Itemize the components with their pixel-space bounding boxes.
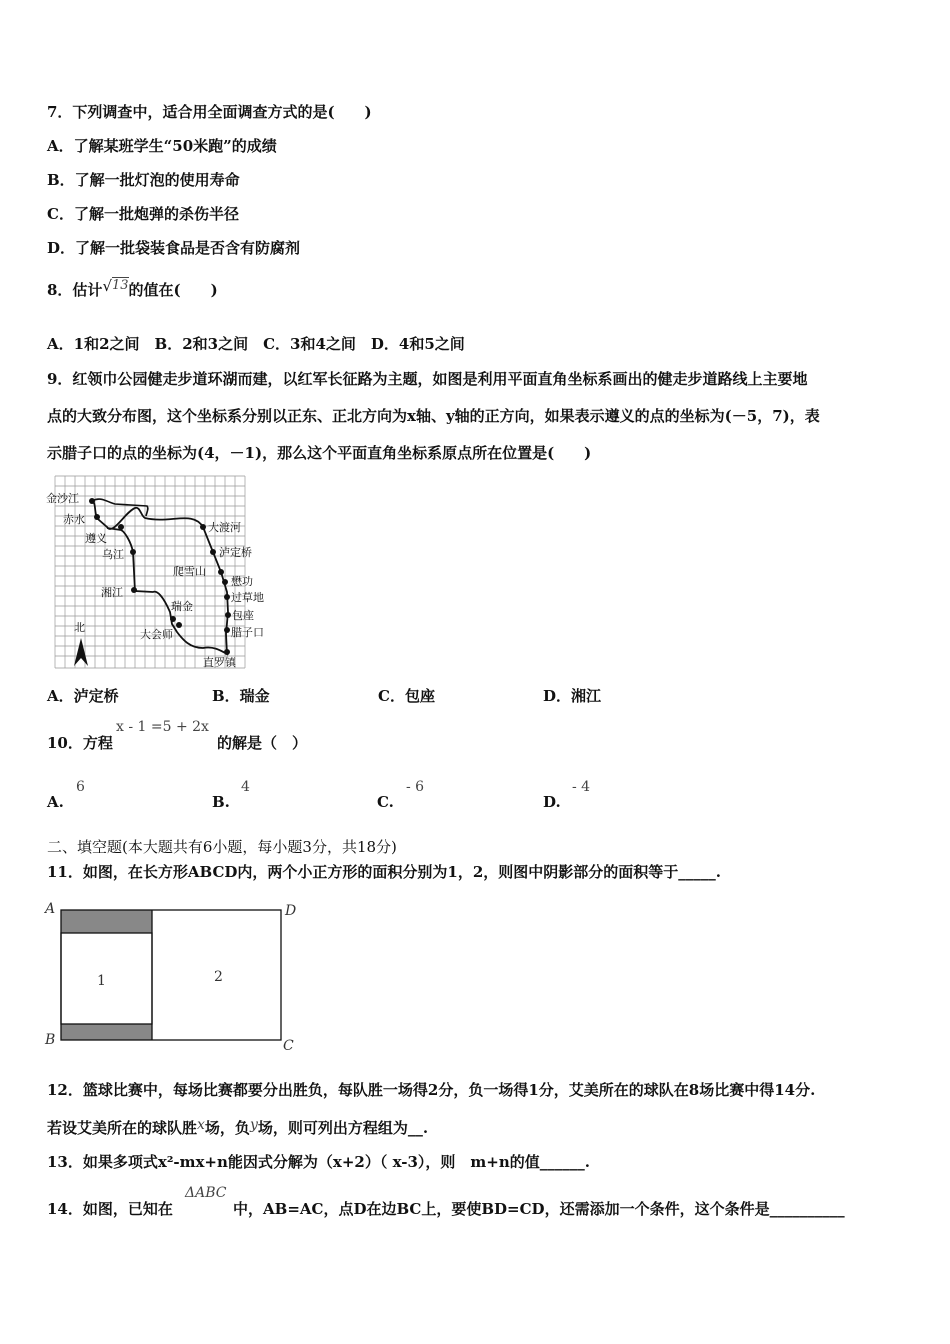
- label-north: 北: [74, 621, 85, 634]
- long-march-map: [45, 472, 277, 672]
- label-zhiluozhen: 直罗镇: [203, 656, 236, 669]
- q10-value-d: - 4: [572, 779, 591, 795]
- q7-option-c: C．了解一批炮弹的杀伤半径: [47, 205, 239, 223]
- q10-suffix: 的解是（ ）: [217, 734, 308, 752]
- q14-prefix: 14．如图，已知在: [47, 1200, 173, 1218]
- q7-option-a: A．了解某班学生“50米跑”的成绩: [47, 137, 277, 155]
- q10-value-a: 6: [76, 779, 85, 795]
- square-1: [61, 933, 152, 1024]
- q10-value-c: - 6: [406, 779, 425, 795]
- area-label-1: 1: [97, 973, 106, 989]
- q10-prefix: 10．方程: [47, 734, 113, 752]
- label-lazikou: 腊子口: [231, 626, 264, 639]
- q10-label-a: A.: [47, 793, 64, 811]
- q10-value-b: 4: [241, 779, 250, 795]
- q8-prefix: 8．估计: [47, 281, 103, 299]
- q12-var-y: y: [249, 1117, 258, 1133]
- label-wujiang: 乌江: [102, 548, 124, 561]
- q7-stem: 7．下列调查中，适合用全面调查方式的是( ): [47, 103, 372, 121]
- section-2-heading: 二、填空题(本大题共有6小题，每小题3分，共18分): [47, 838, 397, 856]
- q9-option-d: D．湘江: [543, 687, 602, 705]
- label-guocaodi: 过草地: [231, 591, 264, 604]
- corner-b: B: [45, 1032, 56, 1048]
- corner-c: C: [283, 1038, 294, 1054]
- q8-stem: [47, 277, 218, 302]
- q12-text-a: 若设艾美所在的球队胜: [47, 1119, 198, 1137]
- q9-option-a: A．泸定桥: [47, 687, 119, 705]
- label-ruijin: 瑞金: [171, 600, 193, 613]
- q12-line-1: 12．篮球比赛中，每场比赛都要分出胜负，每队胜一场得2分，负一场得1分，艾美所在的球队在8场比赛中得14分.: [47, 1081, 816, 1099]
- q8-suffix: 的值在( ): [128, 281, 218, 299]
- q12-text-b: 场，负: [204, 1119, 250, 1137]
- label-zunyi: 遵义: [85, 532, 107, 545]
- q12-line-2: [47, 1118, 428, 1139]
- q9-option-c: C．包座: [378, 687, 435, 705]
- q11-stem: 11．如图，在长方形ABCD内，两个小正方形的面积分别为1，2，则图中阴影部分的面积等于_____.: [47, 863, 722, 881]
- label-ludingqiao: 泸定桥: [219, 546, 252, 559]
- q10-label-b: B.: [212, 793, 230, 811]
- q12-text-c: 场，则可列出方程组为__.: [257, 1119, 429, 1137]
- q7-option-d: D．了解一批袋装食品是否含有防腐剂: [47, 239, 301, 257]
- q14-triangle: ΔABC: [185, 1185, 227, 1201]
- shaded-bottom: [61, 1024, 152, 1040]
- sqrt-expression: √13: [102, 277, 129, 295]
- q9-line-3: 示腊子口的点的坐标为(4，－1)，那么这个平面直角坐标系原点所在位置是( ): [47, 444, 592, 462]
- q14-suffix: 中，AB=AC，点D在边BC上，要使BD=CD，还需添加一个条件，这个条件是__________: [233, 1200, 845, 1218]
- q7-option-b: B．了解一批灯泡的使用寿命: [47, 171, 240, 189]
- corner-d: D: [285, 903, 297, 919]
- label-maogong: 懋功: [231, 575, 253, 588]
- q9-line-1: 9．红领巾公园健走步道环湖而建，以红军长征路为主题，如图是利用平面直角坐标系画出的健走步道路线上主要地: [47, 370, 808, 388]
- q9-line-2: 点的大致分布图，这个坐标系分别以正东、正北方向为x轴、y轴的正方向，如果表示遵义的点的坐标为(－5，7)，表: [47, 407, 820, 425]
- label-jinshajiang: 金沙江: [46, 492, 79, 505]
- corner-a: A: [45, 901, 56, 917]
- label-xiangjiang: 湘江: [101, 586, 123, 599]
- north-arrow-icon: [74, 638, 88, 666]
- q10-equation: x - 1 =5 + 2x: [116, 719, 209, 735]
- shaded-top: [61, 910, 152, 933]
- q10-label-c: C.: [377, 793, 394, 811]
- label-daduhe: 大渡河: [208, 521, 241, 534]
- area-label-2: 2: [214, 969, 223, 985]
- q9-option-b: B．瑞金: [212, 687, 270, 705]
- label-paxueshan: 爬雪山: [173, 565, 206, 578]
- q13-stem: 13．如果多项式x²-mx+n能因式分解为（x+2）（ x-3），则 m+n的值______.: [47, 1153, 590, 1171]
- rectangle-abcd-figure: [40, 898, 310, 1056]
- q12-var-x: x: [197, 1117, 205, 1133]
- q8-options: A．1和2之间 B．2和3之间 C．3和4之间 D．4和5之间: [47, 335, 465, 353]
- q10-label-d: D.: [543, 793, 561, 811]
- label-dahuishi: 大会师: [140, 628, 173, 641]
- label-chishui: 赤水: [63, 513, 85, 526]
- sqrt-radicand: 13: [112, 278, 129, 293]
- label-baozuo: 包座: [232, 609, 254, 622]
